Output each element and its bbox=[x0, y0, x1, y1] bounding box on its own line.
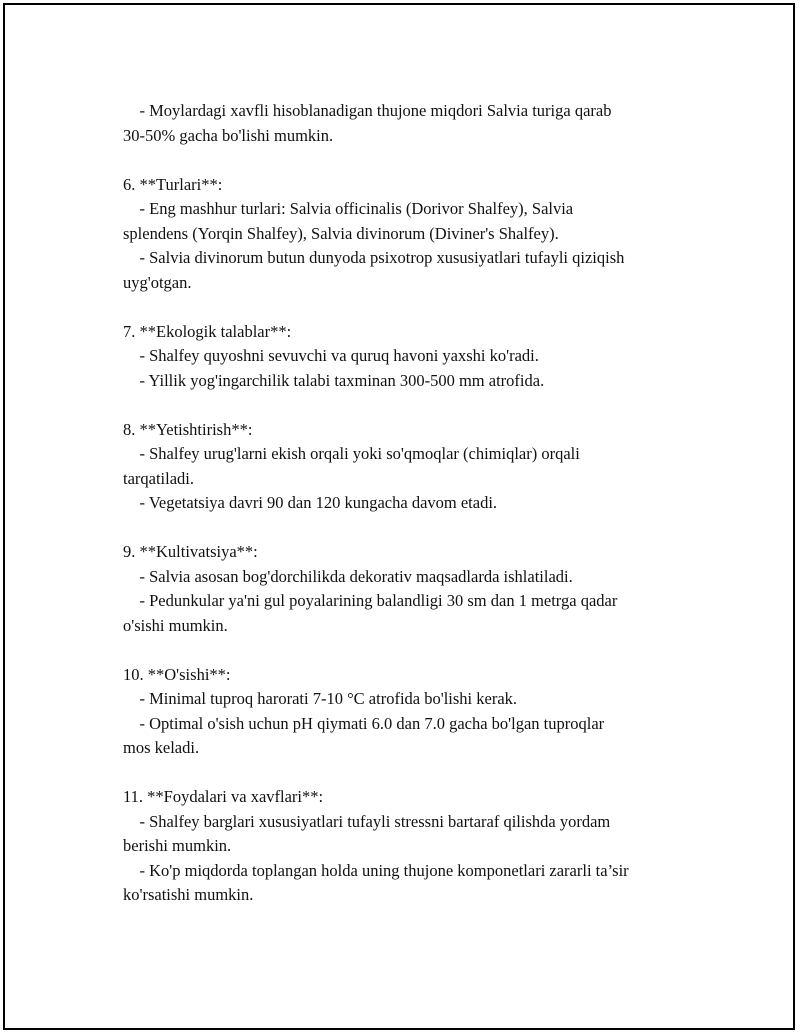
text-line: - Yillik yog'ingarchilik talabi taxminan 300-500 mm atrofida. bbox=[123, 370, 545, 390]
text-line: tarqatiladi. bbox=[123, 468, 195, 488]
section-osishi bbox=[123, 663, 703, 761]
section-turlari bbox=[123, 173, 703, 296]
text-line: mos keladi. bbox=[123, 738, 200, 757]
section-heading: 7. **Ekologik talablar**: bbox=[123, 321, 292, 341]
text-line: berishi mumkin. bbox=[123, 836, 232, 855]
text-line: - Pedunkular ya'ni gul poyalarining balandligi 30 sm dan 1 metrga qadar bbox=[123, 591, 618, 610]
document-body bbox=[123, 99, 703, 932]
section-ekologik-talablar bbox=[123, 320, 703, 394]
section-kultivatsiya bbox=[123, 540, 703, 638]
text-line: - Moylardagi xavfli hisoblanadigan thujone miqdori Salvia turiga qarab bbox=[123, 101, 612, 120]
text-line: uyg'otgan. bbox=[123, 272, 192, 292]
page-frame bbox=[3, 3, 795, 1030]
section-heading: 6. **Turlari**: bbox=[123, 174, 223, 194]
section-heading: 11. **Foydalari va xavflari**: bbox=[123, 787, 324, 806]
text-line: - Shalfey quyoshni sevuvchi va quruq havoni yaxshi ko'radi. bbox=[123, 346, 539, 365]
section-heading: 9. **Kultivatsiya**: bbox=[123, 542, 258, 561]
section-heading: 10. **O'sishi**: bbox=[123, 664, 231, 684]
text-line: - Shalfey barglari xususiyatlari tufayli stressni bartaraf qilishda yordam bbox=[123, 811, 611, 831]
section-foydalari-va-xavflari bbox=[123, 785, 703, 908]
text-line: 30-50% gacha bo'lishi mumkin. bbox=[123, 125, 334, 145]
text-line: - Vegetatsiya davri 90 dan 120 kungacha davom etadi. bbox=[123, 493, 498, 512]
text-line: - Shalfey urug'larni ekish orqali yoki so'qmoqlar (chimiqlar) orqali bbox=[123, 444, 580, 463]
section-thujone-note bbox=[123, 99, 703, 148]
section-yetishtirish bbox=[123, 418, 703, 516]
text-line: - Salvia divinorum butun dunyoda psixotrop xususiyatlari tufayli qiziqish bbox=[123, 248, 625, 267]
section-heading: 8. **Yetishtirish**: bbox=[123, 419, 253, 439]
text-line: - Optimal o'sish uchun pH qiymati 6.0 dan 7.0 gacha bo'lgan tuproqlar bbox=[123, 713, 605, 733]
text-line: splendens (Yorqin Shalfey), Salvia divinorum (Diviner's Shalfey). bbox=[123, 223, 559, 243]
text-line: ko'rsatishi mumkin. bbox=[123, 885, 254, 904]
text-line: - Salvia asosan bog'dorchilikda dekorativ maqsadlarda ishlatiladi. bbox=[123, 566, 573, 586]
text-line: - Eng mashhur turlari: Salvia officinalis (Dorivor Shalfey), Salvia bbox=[123, 199, 574, 218]
text-line: - Minimal tuproq harorati 7-10 °C atrofida bo'lishi kerak. bbox=[123, 689, 518, 708]
text-line: - Ko'p miqdorda toplangan holda uning thujone komponetlari zararli ta’sir bbox=[123, 860, 629, 880]
text-line: o'sishi mumkin. bbox=[123, 615, 228, 635]
